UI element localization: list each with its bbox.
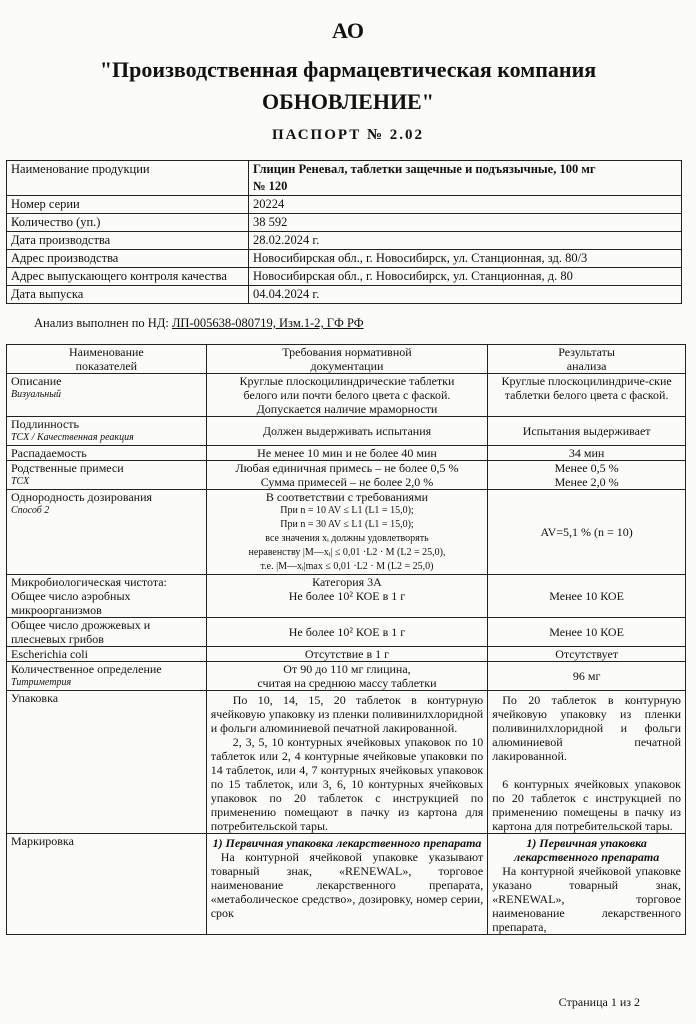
requirement-cell (206, 374, 488, 417)
table-row (7, 575, 686, 618)
header-text: Результаты (558, 345, 615, 359)
result-cell: AV=5,1 % (n = 10) (488, 490, 686, 575)
requirement-cell (206, 662, 488, 691)
requirement-text: все значения xᵢ должны удовлетворять (265, 533, 429, 544)
requirement-text: Категория 3А (312, 575, 382, 589)
product-info-table (6, 160, 682, 304)
requirement-text: При n = 30 AV ≤ L1 (L1 = 15,0); (280, 519, 414, 530)
requirement-text: Не более 10² КОЕ в 1 г (288, 589, 406, 603)
requirement-cell: Отсутствие в 1 г (206, 647, 488, 662)
info-row (7, 268, 682, 286)
info-value: 20224 (249, 196, 682, 214)
table-row (7, 417, 686, 446)
info-value: Новосибирская обл., г. Новосибирск, ул. Станционная, зд. 80/3 (249, 250, 682, 268)
table-row (7, 446, 686, 461)
info-value (249, 161, 682, 196)
info-label: Количество (уп.) (7, 214, 249, 232)
requirement-text: От 90 до 110 мг глицина, (283, 662, 411, 676)
indicator-cell (7, 575, 207, 618)
info-label: Адрес выпускающего контроля качества (7, 268, 249, 286)
info-row (7, 232, 682, 250)
table-row (7, 490, 686, 575)
page-number: Страница 1 из 2 (558, 995, 640, 1009)
requirement-cell (206, 834, 488, 935)
result-cell: Круглые плоскоцилиндриче-ские таблетки белого цвета с фаской. (488, 374, 686, 417)
requirement-cell: Должен выдерживать испытания (206, 417, 488, 446)
indicator-cell (7, 417, 207, 446)
result-cell (488, 834, 686, 935)
company-name-line1: "Производственная фармацевтическая компания (99, 57, 597, 82)
product-pack-count: № 120 (253, 179, 288, 193)
requirement-text: В соответствии с требованиями (265, 490, 429, 504)
result-cell: Отсутствует (488, 647, 686, 662)
result-text: Менее 0,5 % (554, 461, 619, 475)
result-cell: Менее 10 КОЕ (488, 618, 686, 647)
analysis-nd-ref: ЛП-005638-080719, Изм.1-2, ГФ РФ (171, 316, 364, 330)
result-text: Менее 2,0 % (554, 475, 619, 489)
result-cell: Менее 10 КОЕ (488, 575, 686, 618)
company-name-line2: ОБНОВЛЕНИЕ" (262, 89, 434, 114)
info-label: Наименование продукции (7, 161, 249, 196)
indicator-method: ТСХ (11, 476, 30, 487)
requirement-text: Любая единичная примесь – не более 0,5 % (235, 461, 459, 475)
table-row (7, 647, 686, 662)
requirement-cell (206, 490, 488, 575)
info-row (7, 214, 682, 232)
result-cell (488, 461, 686, 490)
header-text: показателей (75, 359, 138, 373)
requirement-cell: Не менее 10 мин и не более 40 мин (206, 446, 488, 461)
requirement-text: Сумма примесей – не более 2,0 % (260, 475, 434, 489)
result-text: На контурной ячейковой упаковке указано товарный знак, «RENEWAL», торговое наименование лекарственного препарата, (492, 864, 681, 934)
result-title: 1) Первичная упаковка лекарственного препарата (514, 836, 660, 864)
header-text: документации (310, 359, 384, 373)
product-name: Глицин Реневал, таблетки защечные и подъязычные, 100 мг (253, 162, 596, 176)
requirement-text: Круглые плоскоцилиндрические таблетки (239, 374, 455, 388)
indicator-method: Визуальный (11, 389, 62, 400)
header-results (488, 345, 686, 374)
info-label: Номер серии (7, 196, 249, 214)
result-text: По 20 таблеток в контурную ячейковую упаковку из пленки поливинилхлоридной и фольги алюминиевой печатной лакированной. (492, 693, 681, 763)
indicator-cell: Упаковка (7, 691, 207, 834)
table-row (7, 691, 686, 834)
table-row (7, 461, 686, 490)
indicator-cell: Маркировка (7, 834, 207, 935)
requirement-text: т.е. |M—xᵢ|max ≤ 0,01 ·L2 · M (L2 = 25,0) (260, 561, 434, 572)
passport-title: ПАСПОРТ № 2.02 (271, 127, 425, 143)
requirement-text: На контурной ячейковой упаковке указывают товарный знак, «RENEWAL», торговое наименование лекарственного препарата, «метаболическое средство», дозировку, номер серии, срок (210, 850, 484, 920)
indicator-method: Титриметрия (11, 677, 72, 688)
header-text: Требования нормативной (282, 345, 412, 359)
indicator-cell (7, 461, 207, 490)
indicator-name: Родственные примеси (11, 461, 124, 475)
info-row (7, 250, 682, 268)
analysis-table (6, 344, 686, 935)
org-type: АО (332, 18, 364, 43)
indicator-name: Описание (11, 374, 62, 388)
indicator-cell (7, 374, 207, 417)
result-cell (488, 691, 686, 834)
result-text: 6 контурных ячейковых упаковок по 20 таблеток с инструкцией по применению помещены в пачку из картона для потребительской тары. (492, 777, 681, 833)
requirement-text: При n = 10 AV ≤ L1 (L1 = 15,0); (280, 505, 414, 516)
info-value: 28.02.2024 г. (249, 232, 682, 250)
table-row (7, 662, 686, 691)
indicator-name: Общее число дрожжевых и (11, 618, 151, 632)
requirement-cell (206, 575, 488, 618)
requirement-text: неравенству |M—xᵢ| ≤ 0,01 ·L2 · M (L2 = 25,0), (248, 547, 446, 558)
indicator-name: микроорганизмов (11, 603, 102, 617)
indicator-cell (7, 490, 207, 575)
requirement-text: считая на среднюю массу таблетки (257, 676, 437, 690)
info-value: Новосибирская обл., г. Новосибирск, ул. Станционная, д. 80 (249, 268, 682, 286)
result-cell: Испытания выдерживает (488, 417, 686, 446)
table-row (7, 834, 686, 935)
info-value: 38 592 (249, 214, 682, 232)
info-label: Адрес производства (7, 250, 249, 268)
company-name (0, 54, 696, 118)
indicator-name: Микробиологическая чистота: (11, 575, 167, 589)
result-cell: 96 мг (488, 662, 686, 691)
indicator-name: плесневых грибов (11, 632, 104, 646)
indicator-name: Однородность дозирования (11, 490, 153, 504)
indicator-cell (7, 618, 207, 647)
info-label: Дата выпуска (7, 286, 249, 304)
requirement-text: Допускается наличие мраморности (256, 402, 438, 416)
analysis-nd (34, 316, 364, 331)
info-row (7, 286, 682, 304)
header-text: анализа (566, 359, 607, 373)
analysis-prefix: Анализ выполнен по НД: (34, 316, 169, 330)
header-requirements (206, 345, 488, 374)
requirement-title: 1) Первичная упаковка лекарственного препарата (212, 836, 482, 850)
result-cell: 34 мин (488, 446, 686, 461)
header-text: Наименование (68, 345, 144, 359)
requirement-text: 2, 3, 5, 10 контурных ячейковых упаковок по 10 таблеток или 2, 4 контурные ячейковые упаковки по 14 таблеток, или 4, 7 контурных ячейковых упаковок по 15 таблеток, или 3, 6, 10 контурных ячейковых упаковок по 20 таблеток с инструкцией по применению помещают в пачку из картона для потребительской тары. (210, 735, 484, 833)
indicator-cell: Escherichia coli (7, 647, 207, 662)
table-row (7, 618, 686, 647)
info-value: 04.04.2024 г. (249, 286, 682, 304)
requirement-cell (206, 461, 488, 490)
indicator-name: Общее число аэробных (11, 589, 131, 603)
info-row (7, 161, 682, 196)
requirement-cell: Не более 10² КОЕ в 1 г (206, 618, 488, 647)
indicator-name: Количественное определение (11, 662, 162, 676)
indicator-name: Подлинность (11, 417, 80, 431)
requirement-cell (206, 691, 488, 834)
indicator-cell (7, 662, 207, 691)
indicator-method: Способ 2 (11, 505, 50, 516)
indicator-cell: Распадаемость (7, 446, 207, 461)
info-label: Дата производства (7, 232, 249, 250)
table-header-row (7, 345, 686, 374)
header-indicator (7, 345, 207, 374)
table-row (7, 374, 686, 417)
requirement-text: белого или почти белого цвета с фаской. (243, 388, 451, 402)
requirement-text: По 10, 14, 15, 20 таблеток в контурную ячейковую упаковку из пленки поливинилхлоридной и фольги алюминиевой печатной лакированной. (210, 693, 484, 735)
info-row (7, 196, 682, 214)
indicator-method: ТСХ / Качественная реакция (11, 432, 134, 443)
